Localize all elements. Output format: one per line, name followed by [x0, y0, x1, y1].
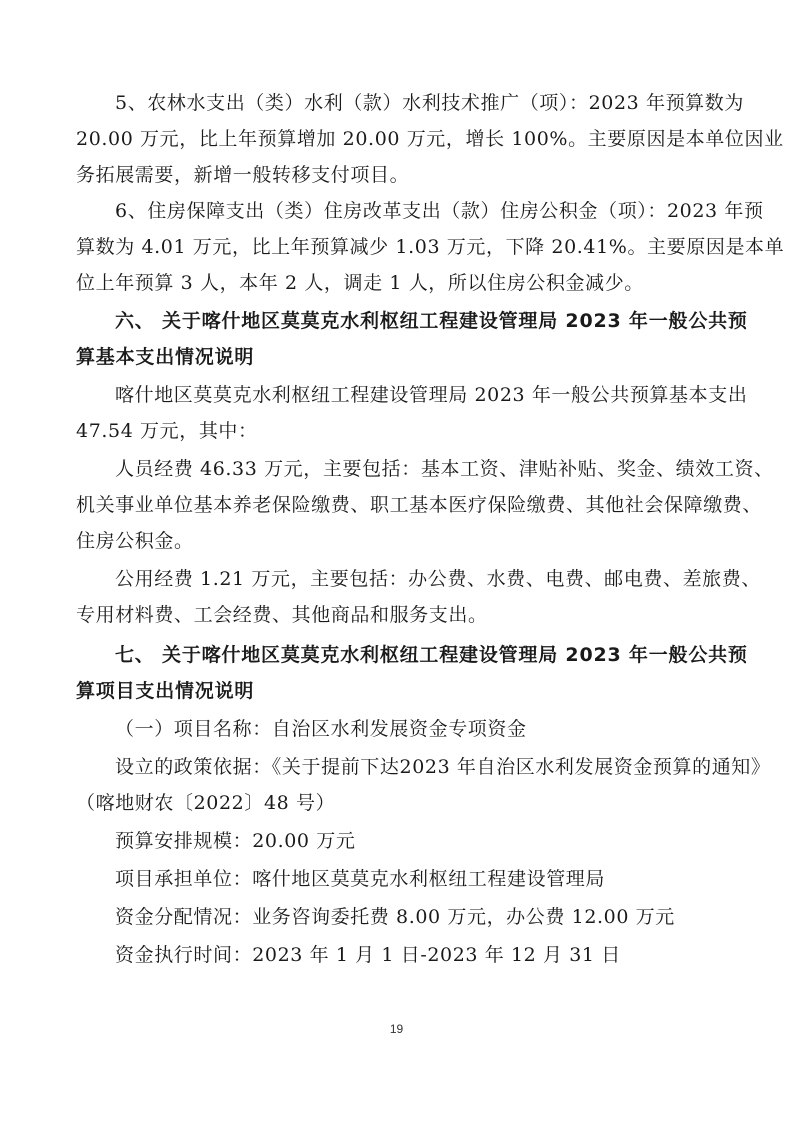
section-six-heading-line-2: 算基本支出情况说明	[76, 346, 255, 368]
public-expense-line-2: 专用材料费、工会经费、其他商品和服务支出。	[76, 604, 488, 626]
policy-basis-line-1: 设立的政策依据：《关于提前下达2023 年自治区水利发展资金预算的通知》	[115, 756, 771, 778]
paragraph-housing-line-3: 位上年预算 3 人，本年 2 人，调走 1 人，所以住房公积金减少。	[76, 272, 644, 294]
project-unit: 项目承担单位：喀什地区莫莫克水利枢纽工程建设管理局	[115, 868, 606, 890]
section-seven-heading-line-1: 七、 关于喀什地区莫莫克水利枢纽工程建设管理局 2023 年一般公共预	[115, 644, 748, 666]
budget-scale: 预算安排规模：20.00 万元	[115, 830, 356, 852]
personnel-expense-line-3: 住房公积金。	[76, 530, 194, 552]
basic-expenditure-line-2: 47.54 万元，其中：	[76, 420, 258, 442]
project-name: （一）项目名称：自治区水利发展资金专项资金	[115, 718, 527, 740]
fund-allocation: 资金分配情况：业务咨询委托费 8.00 万元，办公费 12.00 万元	[115, 906, 675, 928]
personnel-expense-line-2: 机关事业单位基本养老保险缴费、职工基本医疗保险缴费、其他社会保障缴费、	[76, 494, 763, 516]
public-expense-line-1: 公用经费 1.21 万元，主要包括：办公费、水费、电费、邮电费、差旅费、	[115, 568, 761, 590]
paragraph-agriculture-line-3: 务拓展需要，新增一般转移支付项目。	[76, 164, 410, 186]
basic-expenditure-line-1: 喀什地区莫莫克水利枢纽工程建设管理局 2023 年一般公共预算基本支出	[115, 384, 748, 406]
paragraph-housing-line-2: 算数为 4.01 万元，比上年预算减少 1.03 万元，下降 20.41%。主要原因是本单	[76, 236, 785, 258]
policy-basis-line-2: （喀地财农〔2022〕48 号）	[76, 792, 336, 814]
personnel-expense-line-1: 人员经费 46.33 万元，主要包括：基本工资、津贴补贴、奖金、绩效工资、	[115, 458, 774, 480]
paragraph-agriculture-line-1: 5、农林水支出（类）水利（款）水利技术推广（项）：2023 年预算数为	[115, 92, 744, 114]
section-six-heading-line-1: 六、 关于喀什地区莫莫克水利枢纽工程建设管理局 2023 年一般公共预	[115, 310, 748, 332]
page-number: 19	[389, 1022, 404, 1036]
section-seven-heading-line-2: 算项目支出情况说明	[76, 680, 255, 702]
paragraph-housing-line-1: 6、住房保障支出（类）住房改革支出（款）住房公积金（项）：2023 年预	[115, 200, 764, 222]
paragraph-agriculture-line-2: 20.00 万元，比上年预算增加 20.00 万元，增长 100%。主要原因是本单位因业	[76, 128, 784, 150]
execution-period: 资金执行时间：2023 年 1 月 1 日-2023 年 12 月 31 日	[115, 944, 621, 966]
